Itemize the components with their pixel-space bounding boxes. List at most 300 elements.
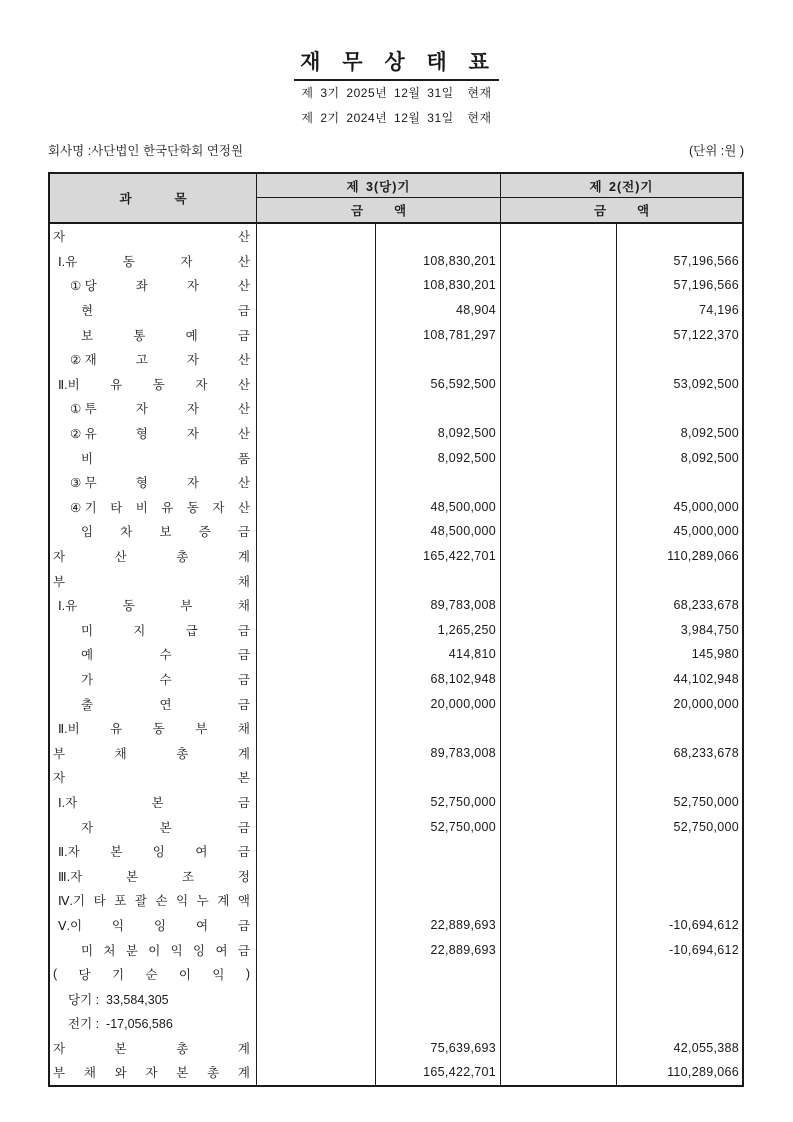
row-label-token: 자 xyxy=(53,550,66,565)
amount-current xyxy=(376,1011,501,1036)
row-label-token: 자 xyxy=(53,230,66,245)
amount-current: 56,592,500 xyxy=(376,372,501,397)
spacer-cell-current xyxy=(257,273,376,298)
row-label-token: 포 xyxy=(114,894,127,909)
row-label xyxy=(50,937,257,962)
spacer-cell-current xyxy=(257,372,376,397)
row-label-token: 금 xyxy=(237,623,250,638)
table-row xyxy=(50,962,742,987)
row-label-token: 괄 xyxy=(134,894,147,909)
table-row xyxy=(50,618,742,643)
row-label-token: 금 xyxy=(237,304,250,319)
row-label-token: 급 xyxy=(185,623,198,638)
row-label-token: 본 xyxy=(126,869,139,884)
amount-current: 20,000,000 xyxy=(376,691,501,716)
spacer-cell-prior xyxy=(501,667,617,692)
row-label xyxy=(50,740,257,765)
spacer-cell-prior xyxy=(501,224,617,249)
spacer-cell-current xyxy=(257,544,376,569)
table-row xyxy=(50,839,742,864)
spacer-cell-prior xyxy=(501,544,617,569)
amount-current xyxy=(376,347,501,372)
table-row xyxy=(50,396,742,421)
row-label-token: 예 xyxy=(81,648,94,663)
table-row xyxy=(50,765,742,790)
amount-prior xyxy=(617,863,742,888)
table-row xyxy=(50,642,742,667)
table-row xyxy=(50,347,742,372)
spacer-cell-current xyxy=(257,1060,376,1085)
row-label-token: 임 xyxy=(81,525,94,540)
row-label xyxy=(50,593,257,618)
row-label-token: 금 xyxy=(237,918,250,933)
amount-prior xyxy=(617,986,742,1011)
row-label-token: 자 xyxy=(186,427,199,442)
spacer-cell-prior xyxy=(501,765,617,790)
spacer-cell-prior xyxy=(501,814,617,839)
table-row xyxy=(50,495,742,520)
row-label-token: 조 xyxy=(181,869,195,884)
row-label-token: 자 xyxy=(212,500,225,515)
spacer-cell-current xyxy=(257,421,376,446)
table-row xyxy=(50,273,742,298)
meta-row xyxy=(48,141,744,159)
table-row xyxy=(50,790,742,815)
row-label-token: 산 xyxy=(237,427,250,442)
row-label-token: ① 투 xyxy=(70,402,97,417)
amount-current: 414,810 xyxy=(376,642,501,667)
table-row xyxy=(50,224,742,249)
row-label-token: 자 xyxy=(81,820,94,835)
row-label-token: 부 xyxy=(53,574,66,589)
row-label-token: 잉 xyxy=(153,918,167,933)
row-label-token: 계 xyxy=(237,1041,250,1056)
row-label-token: 금 xyxy=(237,672,250,687)
spacer-cell-current xyxy=(257,322,376,347)
row-label xyxy=(50,396,257,421)
company-name: 회사명 :사단법인 한국단학회 연정원 xyxy=(48,144,244,158)
amount-prior: 52,750,000 xyxy=(673,794,739,809)
row-label xyxy=(50,470,257,495)
spacer-cell-current xyxy=(257,962,376,987)
row-label-token: 익 xyxy=(176,894,189,909)
spacer-cell-prior xyxy=(501,1036,617,1061)
table-row xyxy=(50,888,742,913)
row-label-token: Ⅱ.비 xyxy=(58,722,80,737)
row-label-token: ② 유 xyxy=(70,427,97,442)
row-label-token: Ⅳ.기 xyxy=(58,894,86,909)
spacer-cell-prior xyxy=(501,839,617,864)
row-label-token: 부 xyxy=(53,1066,66,1081)
row-label xyxy=(50,667,257,692)
spacer-cell-current xyxy=(257,716,376,741)
row-label-token: 형 xyxy=(135,476,148,491)
row-label-token: 비 xyxy=(135,500,148,515)
row-label-token: 보 xyxy=(81,328,94,343)
page-title: 재 무 상 태 표 xyxy=(294,46,499,81)
row-label-token: 유 xyxy=(161,500,174,515)
row-label-token: 품 xyxy=(237,451,250,466)
amount-prior: 110,289,066 xyxy=(667,1065,739,1080)
row-label-token: 여 xyxy=(215,943,228,958)
spacer-cell-current xyxy=(257,814,376,839)
spacer-cell-prior xyxy=(501,322,617,347)
spacer-cell-prior xyxy=(501,273,617,298)
row-label-token: 산 xyxy=(237,500,250,515)
row-label-token: 채 xyxy=(83,1066,96,1081)
spacer-cell-current xyxy=(257,298,376,323)
amount-current xyxy=(376,888,501,913)
row-label-token: 부 xyxy=(195,722,208,737)
amount-current: 48,500,000 xyxy=(376,495,501,520)
amount-prior xyxy=(617,224,742,249)
spacer-cell-prior xyxy=(501,249,617,274)
row-label-token: 형 xyxy=(135,427,148,442)
row-label-token: 좌 xyxy=(135,279,148,294)
table-row xyxy=(50,1011,742,1036)
row-label-token: 산 xyxy=(237,279,250,294)
title-block xyxy=(0,46,793,81)
spacer-cell-current xyxy=(257,986,376,1011)
row-label-token: 보 xyxy=(159,525,172,540)
row-label-text: 전기 : -17,056,586 xyxy=(68,1017,173,1032)
amount-prior: -10,694,612 xyxy=(668,917,739,932)
amount-prior xyxy=(617,765,742,790)
row-label-token: 유 xyxy=(110,377,123,392)
table-row xyxy=(50,1036,742,1061)
row-label-token: 분 xyxy=(125,943,138,958)
row-label-token: 동 xyxy=(122,599,135,614)
table-row xyxy=(50,667,742,692)
row-label-token: 부 xyxy=(180,599,193,614)
amount-prior: 52,750,000 xyxy=(673,819,739,834)
row-label-token: 동 xyxy=(186,500,199,515)
row-label-token: 채 xyxy=(237,574,250,589)
row-label-token: 유 xyxy=(110,722,123,737)
balance-sheet-table xyxy=(48,172,744,1087)
row-label-token: Ⅴ.이 xyxy=(58,918,83,933)
row-label-token: ) xyxy=(245,967,250,982)
row-label-token: 증 xyxy=(198,525,211,540)
amount-prior xyxy=(617,888,742,913)
column-header-period-current: 제 3(당)기 xyxy=(257,174,501,198)
spacer-cell-prior xyxy=(501,986,617,1011)
row-label-token: 금 xyxy=(237,525,250,540)
row-label-token: 총 xyxy=(176,1041,189,1056)
spacer-cell-current xyxy=(257,839,376,864)
amount-current xyxy=(376,396,501,421)
row-label-token: 익 xyxy=(212,968,225,983)
row-label-token: 금 xyxy=(237,328,250,343)
spacer-cell-current xyxy=(257,249,376,274)
row-label xyxy=(50,273,257,298)
row-label xyxy=(50,765,257,790)
row-label xyxy=(50,814,257,839)
amount-prior: 57,196,566 xyxy=(673,253,739,268)
row-label-token: 액 xyxy=(237,894,250,909)
row-label-token: Ⅲ.자 xyxy=(58,869,83,884)
spacer-cell-current xyxy=(257,445,376,470)
row-label-token: 산 xyxy=(237,377,250,392)
row-label-token: ( xyxy=(53,967,58,982)
row-label-token: ③ 무 xyxy=(70,476,97,491)
table-row xyxy=(50,691,742,716)
amount-prior: -10,694,612 xyxy=(668,942,739,957)
table-row xyxy=(50,519,742,544)
spacer-cell-prior xyxy=(501,372,617,397)
row-label-token: 동 xyxy=(152,377,165,392)
spacer-cell-current xyxy=(257,790,376,815)
row-label-token: 본 xyxy=(176,1066,189,1081)
row-label-token: 손 xyxy=(155,894,168,909)
row-label-token: 산 xyxy=(237,353,250,368)
row-label xyxy=(50,372,257,397)
amount-current xyxy=(376,839,501,864)
row-label-token: ① 당 xyxy=(70,279,97,294)
row-label-token: 타 xyxy=(110,500,123,515)
row-label-token: 계 xyxy=(217,894,230,909)
row-label-token: 금 xyxy=(237,795,250,810)
amount-prior: 68,233,678 xyxy=(673,598,739,613)
spacer-cell-prior xyxy=(501,740,617,765)
spacer-cell-current xyxy=(257,568,376,593)
amount-current: 1,265,250 xyxy=(376,618,501,643)
row-label xyxy=(50,962,257,987)
amount-current: 48,500,000 xyxy=(376,519,501,544)
amount-prior xyxy=(617,568,742,593)
spacer-cell-prior xyxy=(501,568,617,593)
row-label-token: 금 xyxy=(237,943,250,958)
row-label-token: 금 xyxy=(237,697,250,712)
row-label-token: 계 xyxy=(237,550,250,565)
amount-prior: 8,092,500 xyxy=(680,426,739,441)
amount-current xyxy=(376,568,501,593)
row-label-token: 금 xyxy=(237,648,250,663)
row-label xyxy=(50,568,257,593)
spacer-cell-current xyxy=(257,913,376,938)
table-row xyxy=(50,937,742,962)
spacer-cell-prior xyxy=(501,470,617,495)
spacer-cell-current xyxy=(257,765,376,790)
row-label-token: 익 xyxy=(112,918,125,933)
spacer-cell-prior xyxy=(501,495,617,520)
row-label xyxy=(50,642,257,667)
row-label xyxy=(50,298,257,323)
table-row xyxy=(50,593,742,618)
table-row xyxy=(50,544,742,569)
row-label-token: 미 xyxy=(81,623,94,638)
table-row xyxy=(50,986,742,1011)
report-date-line-prior: 제 2기 2024년 12월 31일 현재 xyxy=(301,111,492,125)
row-label-token: Ⅰ.유 xyxy=(58,599,78,614)
row-label-token: 예 xyxy=(185,328,198,343)
amount-prior: 57,196,566 xyxy=(673,278,739,293)
amount-current: 108,830,201 xyxy=(376,273,501,298)
amount-current: 52,750,000 xyxy=(376,790,501,815)
row-label-token: 정 xyxy=(237,869,250,884)
spacer-cell-current xyxy=(257,667,376,692)
spacer-cell-prior xyxy=(501,863,617,888)
amount-current: 89,783,008 xyxy=(376,593,501,618)
spacer-cell-prior xyxy=(501,642,617,667)
amount-prior: 42,055,388 xyxy=(673,1040,739,1055)
row-label-token: 금 xyxy=(237,845,250,860)
row-label xyxy=(50,790,257,815)
amount-current: 48,904 xyxy=(376,298,501,323)
row-label-token: 처 xyxy=(103,943,116,958)
spacer-cell-current xyxy=(257,519,376,544)
amount-prior: 44,102,948 xyxy=(673,671,739,686)
row-label xyxy=(50,691,257,716)
row-label-token: 잉 xyxy=(193,943,206,958)
table-row xyxy=(50,298,742,323)
table-row xyxy=(50,740,742,765)
row-label-token: 산 xyxy=(237,254,250,269)
amount-prior: 8,092,500 xyxy=(680,450,739,465)
amount-prior: 74,196 xyxy=(698,303,739,318)
amount-current xyxy=(376,986,501,1011)
row-label-token: ② 재 xyxy=(70,353,97,368)
row-label-token: 차 xyxy=(120,525,133,540)
spacer-cell-prior xyxy=(501,937,617,962)
amount-prior: 53,092,500 xyxy=(673,376,739,391)
row-label xyxy=(50,888,257,913)
amount-current xyxy=(376,224,501,249)
amount-current: 68,102,948 xyxy=(376,667,501,692)
row-label-token: 가 xyxy=(81,672,94,687)
spacer-cell-prior xyxy=(501,396,617,421)
amount-current xyxy=(376,962,501,987)
row-label-token: 자 xyxy=(186,402,199,417)
row-label-token: 총 xyxy=(176,746,189,761)
row-label-token: 본 xyxy=(237,771,250,786)
row-label-token: 자 xyxy=(53,771,66,786)
amount-prior: 3,984,750 xyxy=(680,622,739,637)
row-label xyxy=(50,1060,257,1085)
spacer-cell-current xyxy=(257,470,376,495)
row-label-token: 여 xyxy=(195,845,208,860)
row-label-token: 자 xyxy=(186,353,199,368)
amount-prior xyxy=(617,347,742,372)
spacer-cell-prior xyxy=(501,593,617,618)
row-label xyxy=(50,224,257,249)
row-label-token: 산 xyxy=(237,230,250,245)
table-row xyxy=(50,445,742,470)
row-label-token: Ⅱ.자 xyxy=(58,845,80,860)
row-label-token: 부 xyxy=(53,746,66,761)
amount-prior: 110,289,066 xyxy=(667,549,739,564)
row-label xyxy=(50,519,257,544)
amount-current xyxy=(376,716,501,741)
row-label-token: 채 xyxy=(237,599,250,614)
row-label-token: 고 xyxy=(135,353,148,368)
amount-current: 8,092,500 xyxy=(376,421,501,446)
table-row xyxy=(50,1060,742,1085)
column-header-item: 과 목 xyxy=(50,174,257,222)
amount-prior: 45,000,000 xyxy=(673,524,739,539)
column-header-period-prior: 제 2(전)기 xyxy=(501,174,742,198)
row-label-token: 동 xyxy=(152,722,165,737)
row-label-token: 기 xyxy=(112,968,125,983)
row-label-token: 자 xyxy=(180,254,193,269)
row-label-token: Ⅰ.유 xyxy=(58,254,78,269)
amount-current: 52,750,000 xyxy=(376,814,501,839)
spacer-cell-prior xyxy=(501,790,617,815)
spacer-cell-current xyxy=(257,740,376,765)
spacer-cell-prior xyxy=(501,716,617,741)
row-label-token: 출 xyxy=(81,697,94,712)
table-row xyxy=(50,863,742,888)
row-label-token: 당 xyxy=(78,968,91,983)
row-label-token: 본 xyxy=(114,1041,127,1056)
row-label-token: 타 xyxy=(93,894,106,909)
row-label-token: 익 xyxy=(170,943,183,958)
spacer-cell-current xyxy=(257,224,376,249)
column-header-amount-prior: 금 액 xyxy=(593,204,650,218)
row-label-token: 본 xyxy=(151,795,164,810)
amount-prior: 68,233,678 xyxy=(673,745,739,760)
spacer-cell-current xyxy=(257,642,376,667)
row-label xyxy=(50,544,257,569)
row-label-token: 자 xyxy=(53,1041,66,1056)
spacer-cell-current xyxy=(257,1036,376,1061)
row-label-token: 비 xyxy=(81,451,94,466)
spacer-cell-current xyxy=(257,618,376,643)
row-label xyxy=(50,618,257,643)
amount-prior xyxy=(617,716,742,741)
amount-current: 108,781,297 xyxy=(376,322,501,347)
table-row xyxy=(50,421,742,446)
row-label-token: Ⅱ.비 xyxy=(58,377,80,392)
amount-prior xyxy=(617,396,742,421)
row-label-token: 미 xyxy=(81,943,94,958)
row-label-token: 이 xyxy=(178,968,191,983)
row-label-token: 금 xyxy=(237,820,250,835)
amount-prior: 45,000,000 xyxy=(673,499,739,514)
row-label-token: 계 xyxy=(237,1066,250,1081)
row-label-token: 총 xyxy=(207,1066,220,1081)
table-row xyxy=(50,716,742,741)
row-label-token: 자 xyxy=(135,402,148,417)
row-label xyxy=(50,249,257,274)
table-header xyxy=(50,174,742,224)
row-label-token: 누 xyxy=(196,894,209,909)
amount-prior xyxy=(617,839,742,864)
row-label-token: 자 xyxy=(145,1066,158,1081)
amount-current: 89,783,008 xyxy=(376,740,501,765)
table-row xyxy=(50,322,742,347)
amount-current: 108,830,201 xyxy=(376,249,501,274)
amount-prior: 20,000,000 xyxy=(673,696,739,711)
row-label xyxy=(50,716,257,741)
row-label xyxy=(50,421,257,446)
row-label-token: 수 xyxy=(159,672,172,687)
amount-current xyxy=(376,765,501,790)
column-header-amount-current: 금 액 xyxy=(257,198,501,222)
row-label-token: 총 xyxy=(176,550,189,565)
row-label-token: 통 xyxy=(133,328,146,343)
spacer-cell-current xyxy=(257,691,376,716)
spacer-cell-current xyxy=(257,495,376,520)
row-label xyxy=(50,986,257,1011)
amount-prior xyxy=(617,962,742,987)
table-row xyxy=(50,568,742,593)
spacer-cell-current xyxy=(257,863,376,888)
row-label-token: 산 xyxy=(237,402,250,417)
row-label-token: 순 xyxy=(145,968,158,983)
spacer-cell-prior xyxy=(501,962,617,987)
row-label-token: 이 xyxy=(148,943,161,958)
